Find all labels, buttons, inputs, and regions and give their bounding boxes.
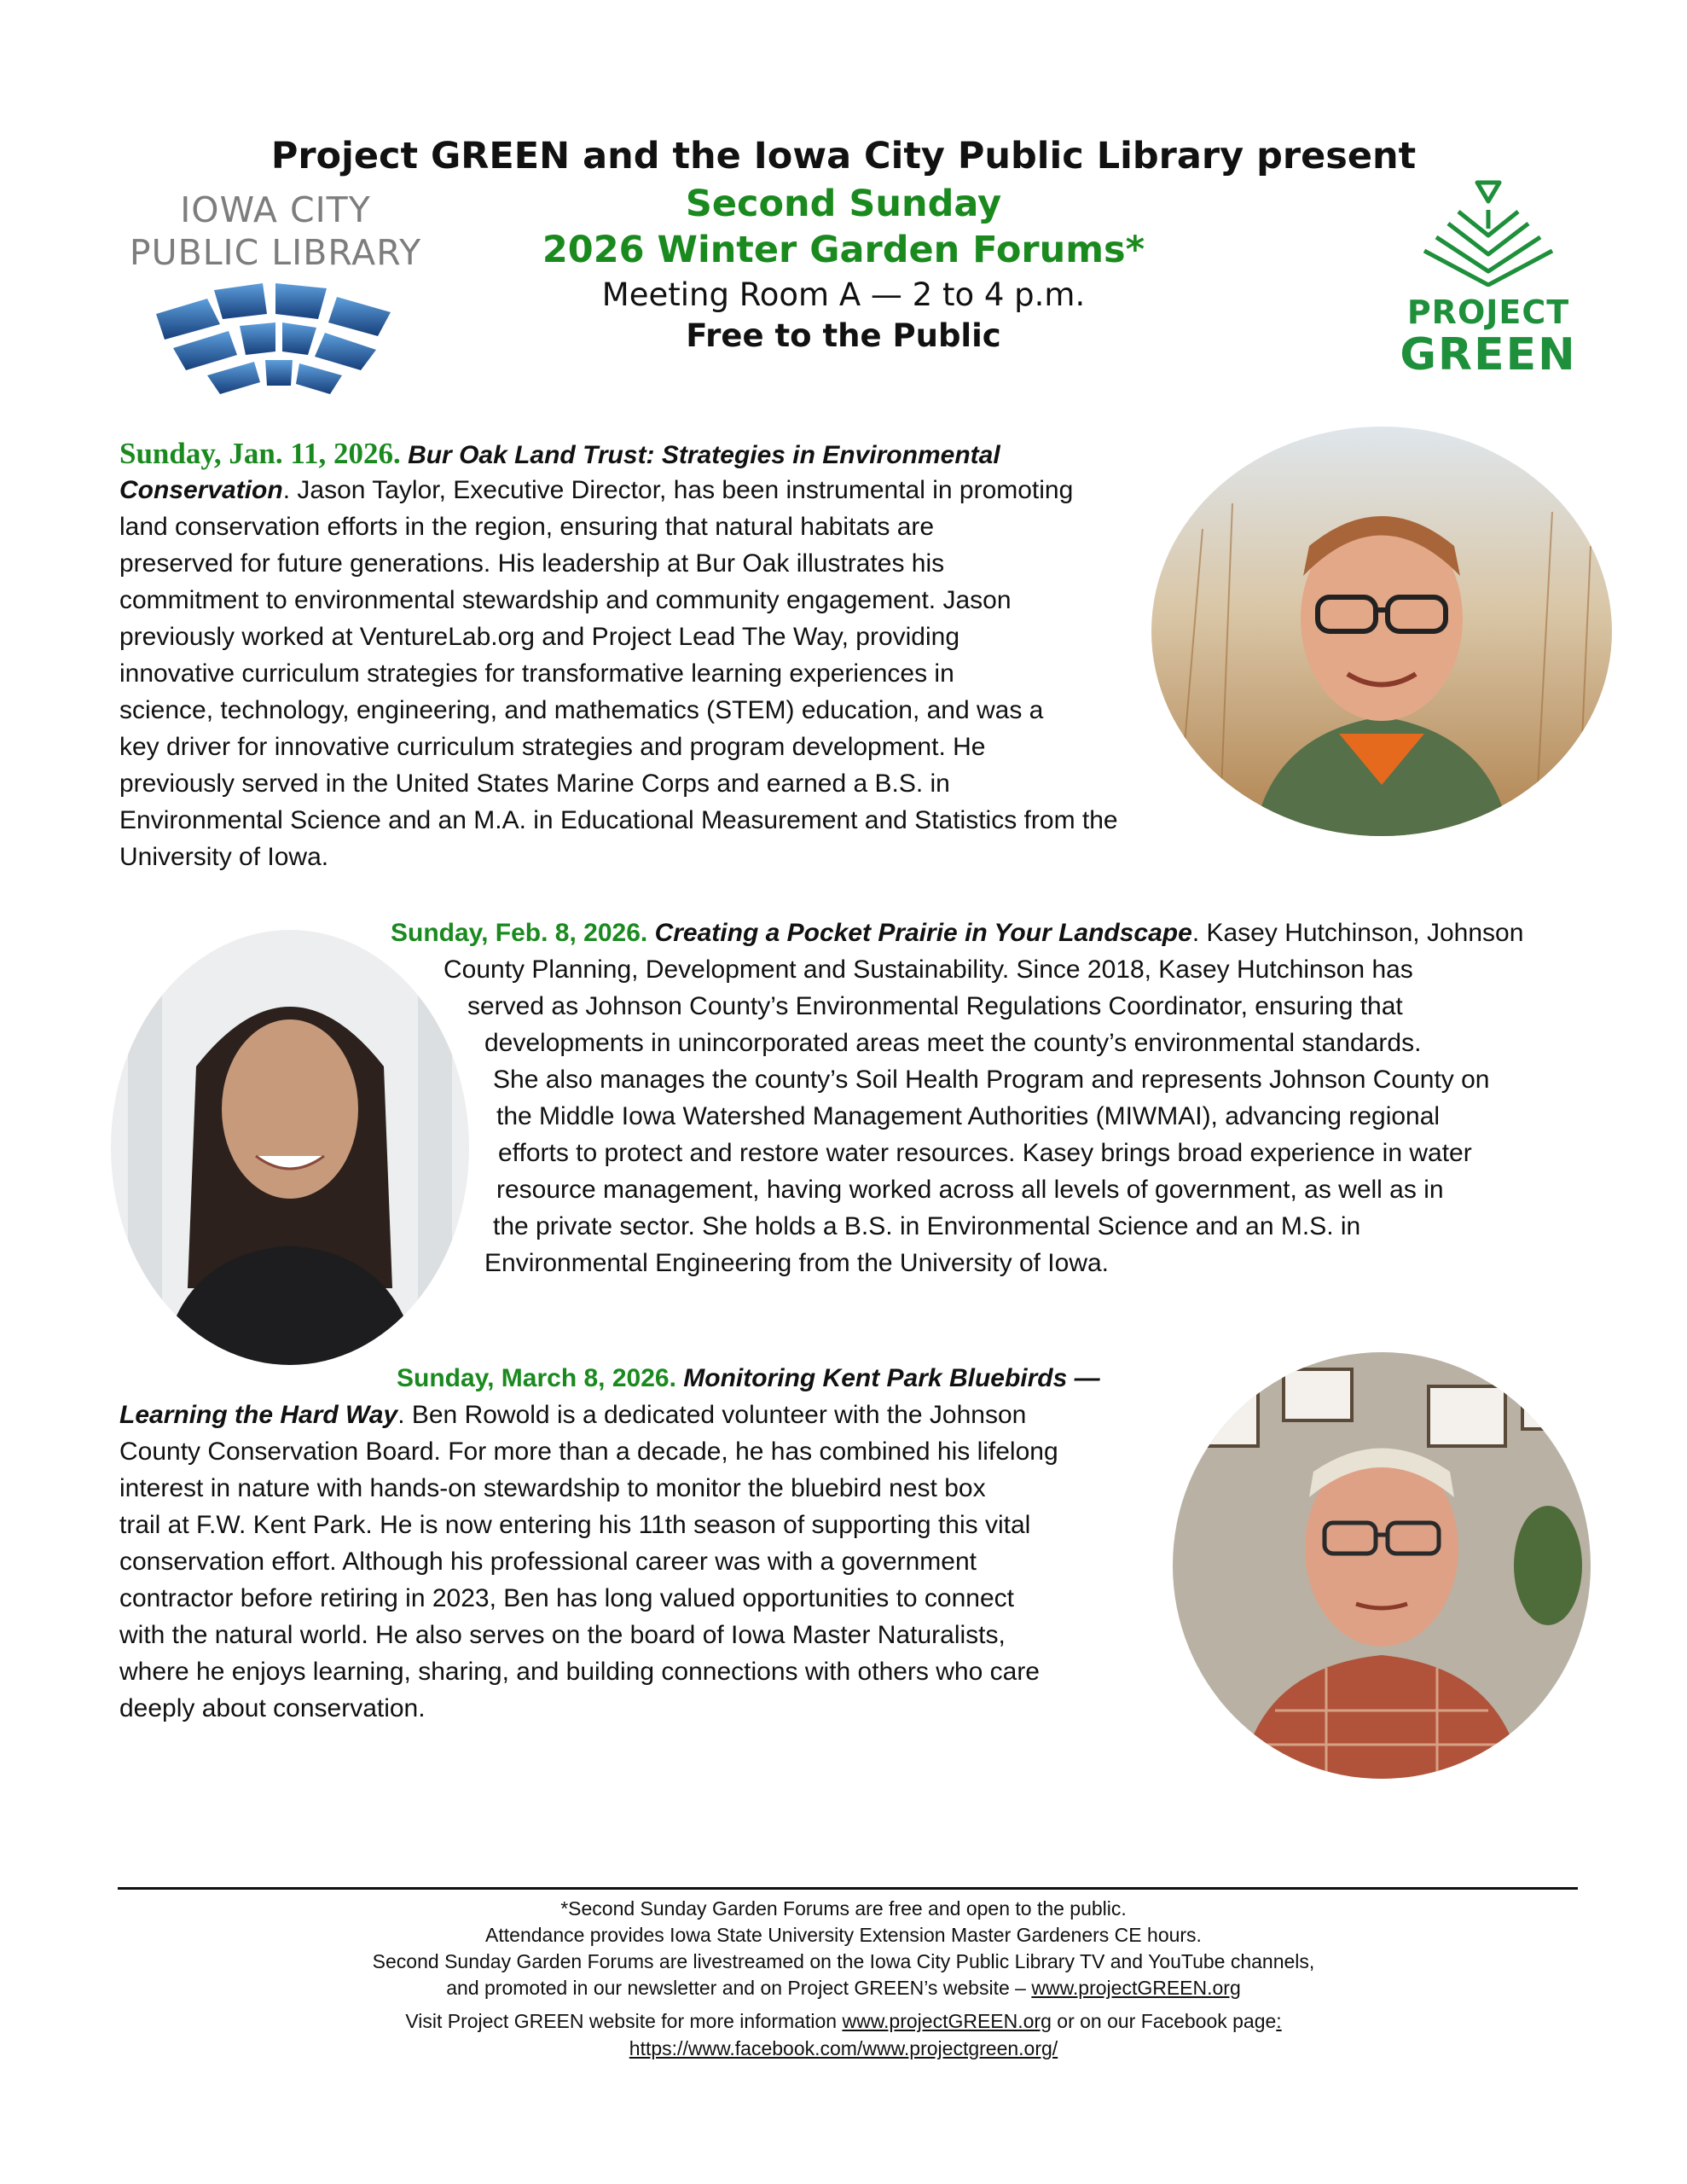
event-jan-line: University of Iowa. bbox=[119, 843, 329, 871]
event-feb-line: County Planning, Development and Sustainability. Since 2018, Kasey Hutchinson has bbox=[443, 956, 1413, 984]
event-feb-line: . Kasey Hutchinson, Johnson bbox=[1191, 919, 1524, 947]
event-feb-line: efforts to protect and restore water resources. Kasey brings broad experience in water bbox=[498, 1139, 1472, 1167]
event-feb-line: Environmental Engineering from the University of Iowa. bbox=[484, 1249, 1110, 1277]
event-feb-line: resource management, having worked across all levels of government, as well as in bbox=[496, 1176, 1444, 1204]
event-march-line: with the natural world. He also serves on the board of Iowa Master Naturalists, bbox=[119, 1621, 1006, 1649]
event-feb-line: the Middle Iowa Watershed Management Authorities (MIWMAI), advancing regional bbox=[496, 1102, 1441, 1130]
event-march-description bbox=[119, 1360, 1186, 1727]
footer-visit-text: Visit Project GREEN website for more information bbox=[405, 2010, 843, 2032]
event-march-line: contractor before retiring in 2023, Ben has long valued opportunities to connect bbox=[119, 1584, 1015, 1612]
event-march-title: Monitoring Kent Park Bluebirds — bbox=[683, 1364, 1100, 1392]
event-jan-line: key driver for innovative curriculum strategies and program development. He bbox=[119, 733, 986, 761]
footer-website-link[interactable]: www.projectGREEN.org bbox=[1031, 1977, 1241, 1999]
event-march-line: deeply about conservation. bbox=[119, 1694, 426, 1722]
pg-logo-line2: GREEN bbox=[1400, 329, 1577, 380]
subtitle-winter-forums: 2026 Winter Garden Forums* bbox=[542, 229, 1145, 271]
footer-facebook-row bbox=[0, 2036, 1687, 2062]
event-march-line: interest in nature with hands-on stewardship to monitor the bluebird nest box bbox=[119, 1474, 986, 1502]
footer-note-free: *Second Sunday Garden Forums are free and open to the public. bbox=[560, 1897, 1127, 1920]
event-feb-date: Sunday, Feb. 8, 2026. bbox=[391, 919, 648, 947]
icpl-sunburst-icon bbox=[148, 280, 403, 399]
footer-facebook-link[interactable]: https://www.facebook.com/www.projectgreen.org/ bbox=[629, 2037, 1058, 2059]
event-jan-title-cont: Conservation bbox=[119, 476, 283, 504]
event-jan-description bbox=[119, 435, 1118, 875]
event-jan-line: Environmental Science and an M.A. in Educational Measurement and Statistics from the bbox=[119, 806, 1118, 834]
iowa-city-public-library-logo bbox=[109, 188, 442, 401]
icpl-logo-line1: IOWA CITY bbox=[180, 189, 371, 230]
subtitle-second-sunday: Second Sunday bbox=[685, 183, 1002, 225]
footer-website-text: and promoted in our newsletter and on Project GREEN’s website – bbox=[446, 1977, 1032, 1999]
event-jan-line: preserved for future generations. His leadership at Bur Oak illustrates his bbox=[119, 549, 945, 578]
project-green-logo bbox=[1386, 176, 1591, 380]
footer-note-livestream: Second Sunday Garden Forums are livestreamed on the Iowa City Public Library TV and YouTube channels, bbox=[372, 1950, 1315, 1972]
event-march-title-cont: Learning the Hard Way bbox=[119, 1401, 398, 1429]
event-jan-date: Sunday, Jan. 11, 2026. bbox=[119, 437, 401, 470]
event-march-line: trail at F.W. Kent Park. He is now entering his 11th season of supporting this vital bbox=[119, 1511, 1031, 1539]
event-feb-line: served as Johnson County’s Environmental Regulations Coordinator, ensuring that bbox=[467, 992, 1403, 1020]
speaker-photo-jason-taylor bbox=[1151, 427, 1612, 836]
pg-logo-line1: PROJECT bbox=[1406, 293, 1570, 331]
event-feb-title: Creating a Pocket Prairie in Your Landscape bbox=[654, 919, 1192, 947]
event-jan-line: previously worked at VentureLab.org and Project Lead The Way, providing bbox=[119, 623, 960, 651]
event-march-line: conservation effort. Although his professional career was with a government bbox=[119, 1548, 977, 1576]
footer-facebook-text: or on our Facebook page bbox=[1051, 2010, 1277, 2032]
event-feb-line: developments in unincorporated areas meet the county’s environmental standards. bbox=[484, 1029, 1422, 1057]
event-jan-title: Bur Oak Land Trust: Strategies in Environmental bbox=[408, 441, 1000, 469]
event-jan-line: science, technology, engineering, and mathematics (STEM) education, and was a bbox=[119, 696, 1044, 724]
event-march-line: where he enjoys learning, sharing, and building connections with others who care bbox=[119, 1658, 1040, 1686]
meeting-info: Meeting Room A — 2 to 4 p.m. bbox=[601, 276, 1086, 313]
icpl-logo-line2: PUBLIC LIBRARY bbox=[129, 232, 422, 273]
footer-note-website bbox=[0, 1975, 1687, 2001]
footer-note-ce-hours: Attendance provides Iowa State University Extension Master Gardeners CE hours. bbox=[485, 1924, 1202, 1946]
event-jan-line: commitment to environmental stewardship and community engagement. Jason bbox=[119, 586, 1012, 614]
event-march-line: County Conservation Board. For more than a decade, he has combined his lifelong bbox=[119, 1438, 1058, 1466]
free-notice: Free to the Public bbox=[686, 317, 1001, 354]
event-march-date: Sunday, March 8, 2026. bbox=[397, 1364, 676, 1392]
page-title: Project GREEN and the Iowa City Public Library present bbox=[270, 135, 1417, 177]
event-feb-line: She also manages the county’s Soil Health Program and represents Johnson County on bbox=[493, 1066, 1490, 1094]
footer-note-visit bbox=[0, 2008, 1687, 2035]
event-jan-line: . Jason Taylor, Executive Director, has been instrumental in promoting bbox=[282, 476, 1074, 504]
event-march-line: . Ben Rowold is a dedicated volunteer with the Johnson bbox=[397, 1401, 1027, 1429]
event-feb-description bbox=[0, 915, 1687, 1281]
open-book-leaf-icon bbox=[1416, 176, 1561, 287]
event-jan-line: previously served in the United States Marine Corps and earned a B.S. in bbox=[119, 770, 950, 798]
speaker-photo-ben-rowold bbox=[1173, 1352, 1591, 1779]
footer-visit-website-link[interactable]: www.projectGREEN.org bbox=[842, 2010, 1052, 2032]
event-jan-line: land conservation efforts in the region, ensuring that natural habitats are bbox=[119, 513, 935, 541]
footer-divider bbox=[118, 1887, 1578, 1890]
footer-colon: : bbox=[1276, 2010, 1282, 2032]
event-feb-line: the private sector. She holds a B.S. in Environmental Science and an M.S. in bbox=[493, 1212, 1361, 1240]
event-jan-line: innovative curriculum strategies for transformative learning experiences in bbox=[119, 659, 954, 688]
